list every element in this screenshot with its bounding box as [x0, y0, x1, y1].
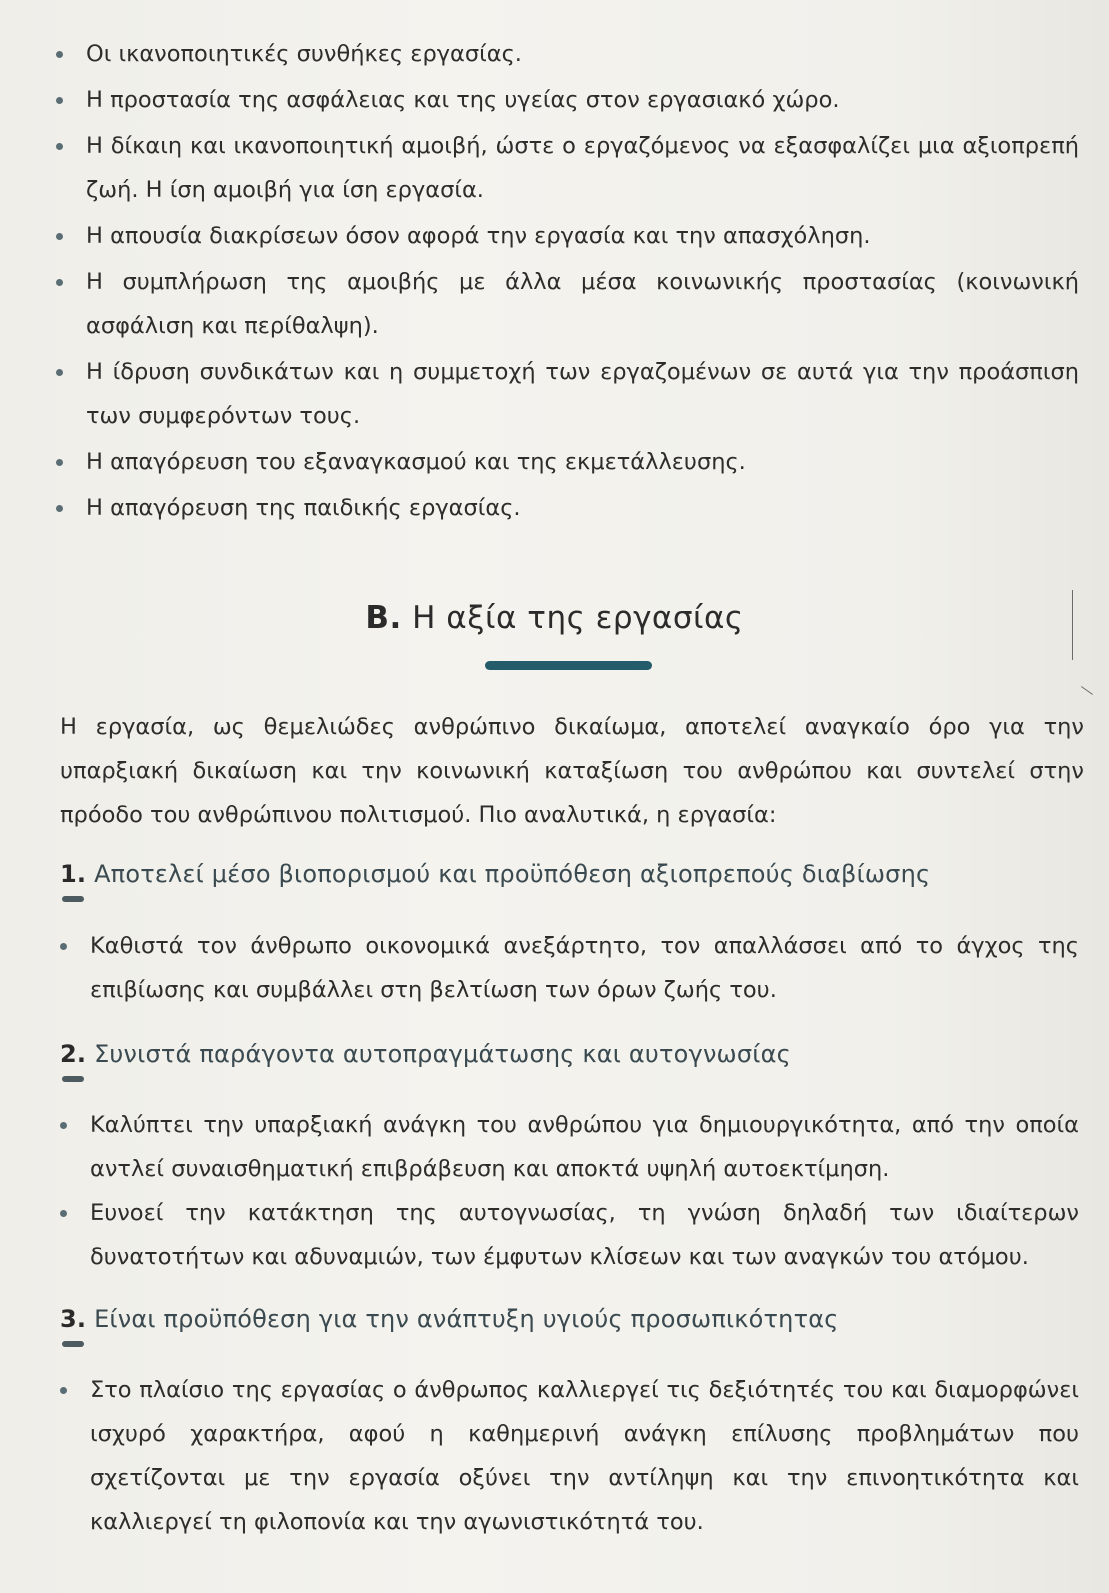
subsection-title: Αποτελεί μέσο βιοπορισμού και προϋπόθεση αξιοπρεπούς διαβίωσης — [94, 860, 931, 888]
number-underline — [62, 896, 84, 902]
subsection-number: 3. — [60, 1305, 86, 1333]
section-letter: Β. — [365, 600, 402, 636]
page-edge-mark — [1081, 686, 1093, 695]
list-item: Η απουσία διακρίσεων όσον αφορά την εργασία και την απασχόληση. — [54, 214, 1079, 258]
list-item: Η ίδρυση συνδικάτων και η συμμετοχή των εργαζομένων σε αυτά για την προάσπιση των συμφερόντων τους. — [54, 350, 1079, 438]
bullet-icon — [56, 459, 63, 466]
subsection-heading-1 — [60, 860, 930, 888]
subsection-title: Είναι προϋπόθεση για την ανάπτυξη υγιούς προσωπικότητας — [94, 1305, 839, 1333]
rights-bullet-list — [54, 32, 1079, 532]
bullet-icon — [60, 943, 67, 950]
bullet-icon — [56, 505, 63, 512]
bullet-icon — [56, 369, 63, 376]
list-item: Η δίκαιη και ικανοποιητική αμοιβή, ώστε ο εργαζόμενος να εξασφαλίζει μια αξιοπρεπή ζωή. Η ίση αμοιβή για ίση εργασία. — [54, 124, 1079, 212]
page-edge-mark — [1072, 590, 1073, 660]
subsection-title: Συνιστά παράγοντα αυτοπραγμάτωσης και αυτογνωσίας — [94, 1040, 791, 1068]
bullet-icon — [60, 1387, 67, 1394]
subsection-2-bullets — [58, 1103, 1079, 1279]
number-underline — [62, 1341, 84, 1347]
bullet-icon — [56, 233, 63, 240]
subsection-number: 2. — [60, 1040, 86, 1068]
bullet-icon — [56, 97, 63, 104]
section-intro: Η εργασία, ως θεμελιώδες ανθρώπινο δικαίωμα, αποτελεί αναγκαίο όρο για την υπαρξιακή δικαίωση και την κοινωνική καταξίωση του ανθρώπου και συντελεί στην πρόοδο του ανθρώπινου πολιτισμού. Πιο αναλυτικά, η εργασία: — [60, 714, 1084, 828]
bullet-icon — [56, 279, 63, 286]
list-item: Η απαγόρευση της παιδικής εργασίας. — [54, 486, 1079, 530]
heading-underline — [485, 661, 652, 670]
bullet-icon — [60, 1210, 67, 1217]
list-item: Η απαγόρευση του εξαναγκασμού και της εκμετάλλευσης. — [54, 440, 1079, 484]
section-heading — [0, 600, 1109, 636]
list-item: Στο πλαίσιο της εργασίας ο άνθρωπος καλλιεργεί τις δεξιότητές του και διαμορφώνει ισχυρό χαρακτήρα, αφού η καθημερινή ανάγκη επίλυσης προβλημάτων που σχετίζονται με την εργασία οξύνει την αντίληψη και την επινοητικότητα και καλλιεργεί τη φιλοπονία και την αγωνιστικότητά του. — [58, 1368, 1079, 1544]
bullet-icon — [60, 1122, 67, 1129]
subsection-heading-2 — [60, 1040, 791, 1068]
list-item: Καλύπτει την υπαρξιακή ανάγκη του ανθρώπου για δημιουργικότητα, από την οποία αντλεί συναισθηματική επιβράβευση και αποκτά υψηλή αυτοεκτίμηση. — [58, 1103, 1079, 1191]
subsection-number: 1. — [60, 860, 86, 888]
list-item: Η προστασία της ασφάλειας και της υγείας στον εργασιακό χώρο. — [54, 78, 1079, 122]
list-item: Οι ικανοποιητικές συνθήκες εργασίας. — [54, 32, 1079, 76]
list-item: Η συμπλήρωση της αμοιβής με άλλα μέσα κοινωνικής προστασίας (κοινωνική ασφάλιση και περίθαλψη). — [54, 260, 1079, 348]
list-item: Ευνοεί την κατάκτηση της αυτογνωσίας, τη γνώση δηλαδή των ιδιαίτερων δυνατοτήτων και αδυναμιών, των έμφυτων κλίσεων και των αναγκών του ατόμου. — [58, 1191, 1079, 1279]
subsection-3-bullets — [58, 1368, 1079, 1544]
number-underline — [62, 1076, 84, 1082]
section-title: Η αξία της εργασίας — [412, 600, 744, 636]
bullet-icon — [56, 51, 63, 58]
subsection-1-bullets — [58, 924, 1079, 1012]
subsection-heading-3 — [60, 1305, 839, 1333]
list-item: Καθιστά τον άνθρωπο οικονομικά ανεξάρτητο, τον απαλλάσσει από το άγχος της επιβίωσης και συμβάλλει στη βελτίωση των όρων ζωής του. — [58, 924, 1079, 1012]
bullet-icon — [56, 143, 63, 150]
